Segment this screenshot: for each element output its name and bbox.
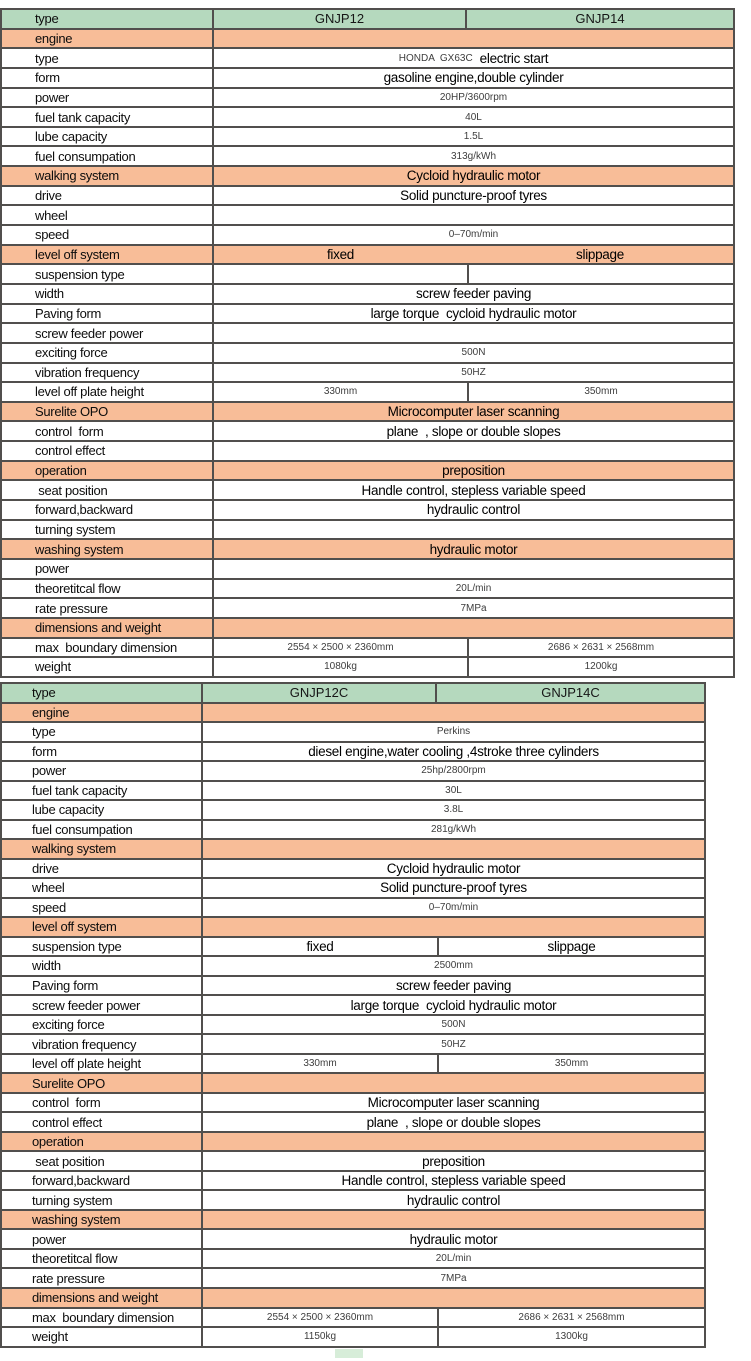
table-row [2, 305, 733, 325]
row-label: power [2, 560, 214, 578]
row-label: type [2, 49, 214, 67]
table-row [2, 89, 733, 109]
table-row [2, 383, 733, 403]
row-label: washing system [2, 540, 214, 558]
row-label: drive [2, 187, 214, 205]
cell-value: 0–70m/min [428, 901, 479, 913]
table-row [2, 1309, 704, 1329]
row-value [214, 49, 733, 67]
cell-value: 20HP/3600rpm [439, 91, 508, 103]
row-label: fuel tank capacity [2, 108, 214, 126]
scan-artifact [335, 1349, 363, 1358]
cell-value: plane , slope or double slopes [386, 423, 561, 439]
row-label: exciting force [2, 344, 214, 362]
row-value [214, 599, 733, 617]
cell-value: 281g/kWh [430, 823, 477, 835]
row-label: Surelite OPO [2, 1074, 203, 1092]
model-name: GNJP14 [575, 11, 625, 27]
cell-value: 330mm [323, 386, 358, 398]
row-label: power [2, 762, 203, 780]
row-value [214, 324, 733, 342]
cell-value: Perkins [436, 726, 471, 738]
table-header-row [2, 684, 704, 704]
table-row [2, 49, 733, 69]
row-label: seat position [2, 481, 214, 499]
row-label: max boundary dimension [2, 1309, 203, 1327]
section-header-row [2, 246, 733, 266]
row-value-col1 [214, 639, 467, 657]
cell-value: Cycloid hydraulic motor [406, 168, 541, 184]
row-value-col2 [437, 1328, 704, 1346]
row-value [214, 521, 733, 539]
table-row [2, 762, 704, 782]
cell-value: 330mm [303, 1058, 337, 1070]
row-label: engine [2, 30, 214, 48]
row-value [214, 89, 733, 107]
row-value [203, 1230, 704, 1248]
row-value-col1 [214, 658, 467, 676]
row-label: weight [2, 658, 214, 676]
row-label: control effect [2, 442, 214, 460]
table-row [2, 580, 733, 600]
cell-value: preposition [442, 463, 505, 479]
row-value [214, 560, 733, 578]
cell-value: 40L [465, 111, 482, 123]
cell-value: diesel engine,water cooling ,4stroke three cylinders [308, 743, 599, 759]
section-header-row [2, 918, 704, 938]
row-value [214, 147, 733, 165]
row-value-col1 [203, 938, 437, 956]
row-value [203, 782, 704, 800]
cell-value: 2686 × 2631 × 2568mm [518, 1311, 625, 1323]
row-value-col1 [214, 246, 467, 264]
row-value [203, 821, 704, 839]
row-value-col1 [203, 1055, 437, 1073]
row-label: theoretitcal flow [2, 580, 214, 598]
cell-value: gasoline engine,double cylinder [383, 70, 564, 86]
table-row [2, 1035, 704, 1055]
cell-value: slippage [576, 247, 624, 262]
table-row [2, 364, 733, 384]
row-label: level off system [2, 246, 214, 264]
cell-value: 20L/min [435, 1253, 472, 1265]
row-value [203, 1133, 704, 1151]
row-value [214, 580, 733, 598]
table-row [2, 521, 733, 541]
row-value [214, 462, 733, 480]
table-row [2, 560, 733, 580]
spec-table-gnjp12-gnjp14 [0, 8, 735, 678]
row-value-col2 [437, 1055, 704, 1073]
row-label: width [2, 285, 214, 303]
row-value [203, 1016, 704, 1034]
row-value [214, 422, 733, 440]
row-value [203, 1035, 704, 1053]
model-name: GNJP12 [314, 11, 365, 27]
table-row [2, 743, 704, 763]
row-value [203, 1269, 704, 1287]
row-label: theoretitcal flow [2, 1250, 203, 1268]
table-row [2, 1230, 704, 1250]
row-value-col1 [214, 265, 467, 283]
row-value [203, 723, 704, 741]
row-label: Paving form [2, 977, 203, 995]
row-label: fuel tank capacity [2, 782, 203, 800]
table-row [2, 1191, 704, 1211]
row-label: Paving form [2, 305, 214, 323]
row-label: walking system [2, 167, 214, 185]
row-label: rate pressure [2, 599, 214, 617]
row-value [203, 1113, 704, 1131]
row-label: form [2, 743, 203, 761]
cell-value: screw feeder paving [395, 977, 512, 993]
row-label: vibration frequency [2, 1035, 203, 1053]
row-label: wheel [2, 879, 203, 897]
section-header-row [2, 540, 733, 560]
row-label: form [2, 69, 214, 87]
row-label: control form [2, 1094, 203, 1112]
table-row [2, 977, 704, 997]
row-label: speed [2, 226, 214, 244]
table-row [2, 1269, 704, 1289]
model-name: GNJP12C [289, 685, 349, 701]
row-label: drive [2, 860, 203, 878]
row-label: level off plate height [2, 1055, 203, 1073]
row-label: dimensions and weight [2, 1289, 203, 1307]
cell-value: 350mm [584, 386, 618, 398]
row-label: walking system [2, 840, 203, 858]
cell-value: Cycloid hydraulic motor [386, 860, 521, 876]
row-value [214, 108, 733, 126]
table-row [2, 265, 733, 285]
model-column-header [467, 10, 733, 28]
section-header-row [2, 1074, 704, 1094]
cell-value: hydraulic motor [429, 541, 518, 557]
row-label: power [2, 89, 214, 107]
table-row [2, 1152, 704, 1172]
cell-value: 1200kg [584, 661, 618, 673]
row-label: fuel consumpation [2, 821, 203, 839]
row-value [203, 957, 704, 975]
section-header-row [2, 1289, 704, 1309]
row-label: operation [2, 462, 214, 480]
table-row [2, 442, 733, 462]
cell-value: Microcomputer laser scanning [367, 1095, 540, 1111]
row-value [203, 840, 704, 858]
row-label: forward,backward [2, 501, 214, 519]
row-label: max boundary dimension [2, 639, 214, 657]
row-label: type [2, 723, 203, 741]
row-value [203, 1172, 704, 1190]
cell-value: 1150kg [303, 1331, 337, 1343]
model-column-header [437, 684, 704, 702]
cell-value: 313g/kWh [450, 150, 497, 162]
row-value [203, 860, 704, 878]
table-row [2, 206, 733, 226]
row-value-col2 [437, 1309, 704, 1327]
cell-value: 7MPa [460, 602, 487, 614]
cell-value: 50HZ [441, 1038, 466, 1050]
cell-value: 2500mm [434, 960, 473, 972]
cell-value: 350mm [554, 1058, 589, 1070]
table-row [2, 821, 704, 841]
model-column-header [214, 10, 467, 28]
row-value [203, 1191, 704, 1209]
cell-value: Handle control, stepless variable speed [361, 482, 586, 498]
table-row [2, 344, 733, 364]
table-row [2, 723, 704, 743]
cell-value: 30L [445, 784, 462, 796]
row-value [203, 743, 704, 761]
row-value [203, 1289, 704, 1307]
row-value-col1 [203, 1309, 437, 1327]
row-label: lube capacity [2, 801, 203, 819]
table-row [2, 501, 733, 521]
section-header-row [2, 619, 733, 639]
cell-value: 2686 × 2631 × 2568mm [547, 641, 655, 653]
row-label: exciting force [2, 1016, 203, 1034]
row-label: screw feeder power [2, 996, 203, 1014]
model-column-header [203, 684, 437, 702]
cell-value: plane , slope or double slopes [366, 1114, 541, 1130]
row-value [214, 501, 733, 519]
row-label: Surelite OPO [2, 403, 214, 421]
row-value-col2 [467, 265, 733, 283]
cell-value: preposition [422, 1153, 485, 1169]
cell-value: large torque cycloid hydraulic motor [350, 997, 557, 1013]
row-value [203, 977, 704, 995]
row-value [203, 762, 704, 780]
type-column-header: type [2, 684, 203, 702]
row-value [214, 403, 733, 421]
row-value [214, 128, 733, 146]
row-label: seat position [2, 1152, 203, 1170]
table-row [2, 187, 733, 207]
row-label: wheel [2, 206, 214, 224]
row-value [203, 918, 704, 936]
table-row [2, 422, 733, 442]
table-row [2, 1016, 704, 1036]
row-value [203, 899, 704, 917]
row-value [203, 704, 704, 722]
table-row [2, 1250, 704, 1270]
row-label: control effect [2, 1113, 203, 1131]
table-row [2, 879, 704, 899]
table-row [2, 599, 733, 619]
row-label: suspension type [2, 938, 203, 956]
cell-value: hydraulic control [426, 502, 521, 518]
row-value [214, 285, 733, 303]
cell-value: screw feeder paving [415, 286, 532, 302]
cell-value: 1080kg [324, 661, 357, 673]
row-value [214, 167, 733, 185]
model-name: GNJP14C [541, 685, 600, 701]
row-value [214, 540, 733, 558]
table-row [2, 938, 704, 958]
table-row [2, 957, 704, 977]
row-label: turning system [2, 521, 214, 539]
section-header-row [2, 403, 733, 423]
cell-value: electric start [479, 50, 549, 66]
row-value [214, 619, 733, 637]
table-row [2, 639, 733, 659]
table-row [2, 285, 733, 305]
section-header-row [2, 840, 704, 860]
row-label: washing system [2, 1211, 203, 1229]
cell-value: fixed [306, 938, 334, 954]
type-column-header: type [2, 10, 214, 28]
section-header-row [2, 1211, 704, 1231]
table-row [2, 69, 733, 89]
row-label: weight [2, 1328, 203, 1346]
section-header-row [2, 30, 733, 50]
row-label: forward,backward [2, 1172, 203, 1190]
row-label: turning system [2, 1191, 203, 1209]
row-value [214, 344, 733, 362]
table-row [2, 108, 733, 128]
row-label: width [2, 957, 203, 975]
cell-value: 25hp/2800rpm [421, 765, 486, 777]
table-row [2, 1113, 704, 1133]
row-value [203, 879, 704, 897]
cell-value: 2554 × 2500 × 2360mm [287, 641, 394, 653]
row-value [203, 1074, 704, 1092]
row-label: vibration frequency [2, 364, 214, 382]
cell-value: 7MPa [440, 1272, 467, 1284]
row-value [214, 364, 733, 382]
row-value-col1 [203, 1328, 437, 1346]
row-label: level off system [2, 918, 203, 936]
row-label: power [2, 1230, 203, 1248]
row-label: level off plate height [2, 383, 214, 401]
row-value [214, 481, 733, 499]
cell-value: Microcomputer laser scanning [387, 404, 560, 420]
table-header-row [2, 10, 733, 30]
cell-value: 500N [441, 1019, 466, 1031]
cell-value: fixed [326, 247, 355, 262]
row-value [203, 1094, 704, 1112]
cell-value: 20L/min [455, 582, 492, 594]
spec-table-gnjp12c-gnjp14c [0, 682, 706, 1348]
row-value [203, 1211, 704, 1229]
table-row [2, 226, 733, 246]
cell-value: slippage [547, 938, 596, 954]
row-value [203, 996, 704, 1014]
row-label: screw feeder power [2, 324, 214, 342]
cell-value: hydraulic control [406, 1192, 501, 1208]
table-row [2, 324, 733, 344]
cell-value: 2554 × 2500 × 2360mm [266, 1311, 374, 1323]
cell-value: 1300kg [555, 1331, 588, 1343]
cell-value: 0–70m/min [448, 229, 499, 241]
row-value-col2 [467, 639, 733, 657]
cell-value: 3.8L [443, 804, 464, 816]
row-value-col1 [214, 383, 467, 401]
table-row [2, 147, 733, 167]
row-value [214, 206, 733, 224]
cell-value: 50HZ [461, 366, 486, 378]
table-row [2, 128, 733, 148]
row-value [214, 187, 733, 205]
table-row [2, 1172, 704, 1192]
row-label: rate pressure [2, 1269, 203, 1287]
row-value [203, 1152, 704, 1170]
row-label: fuel consumpation [2, 147, 214, 165]
row-value-col2 [467, 658, 733, 676]
table-row [2, 801, 704, 821]
cell-value: Handle control, stepless variable speed [341, 1173, 566, 1189]
row-label: speed [2, 899, 203, 917]
cell-value: 500N [461, 347, 486, 359]
row-label: suspension type [2, 265, 214, 283]
table-row [2, 899, 704, 919]
row-value [203, 801, 704, 819]
section-header-row [2, 462, 733, 482]
table-row [2, 1328, 704, 1348]
row-value-col2 [467, 383, 733, 401]
row-label: operation [2, 1133, 203, 1151]
row-value [214, 226, 733, 244]
row-label: engine [2, 704, 203, 722]
row-label: dimensions and weight [2, 619, 214, 637]
table-row [2, 1055, 704, 1075]
section-header-row [2, 704, 704, 724]
row-value [214, 305, 733, 323]
table-row [2, 1094, 704, 1114]
cell-value: hydraulic motor [409, 1231, 498, 1247]
row-value [214, 69, 733, 87]
cell-value: Solid puncture-proof tyres [400, 188, 547, 204]
cell-value: 1.5L [463, 131, 484, 143]
cell-value: HONDA GX63C [398, 52, 473, 64]
row-label: lube capacity [2, 128, 214, 146]
table-row [2, 996, 704, 1016]
section-header-row [2, 1133, 704, 1153]
cell-value: large torque cycloid hydraulic motor [370, 305, 577, 321]
table-row [2, 860, 704, 880]
table-row [2, 658, 733, 678]
row-label: control form [2, 422, 214, 440]
row-value-col2 [437, 938, 704, 956]
section-header-row [2, 167, 733, 187]
table-row [2, 481, 733, 501]
row-value [203, 1250, 704, 1268]
row-value-col2 [467, 246, 733, 264]
cell-value: Solid puncture-proof tyres [380, 880, 527, 896]
row-value [214, 442, 733, 460]
row-value [214, 30, 733, 48]
table-row [2, 782, 704, 802]
